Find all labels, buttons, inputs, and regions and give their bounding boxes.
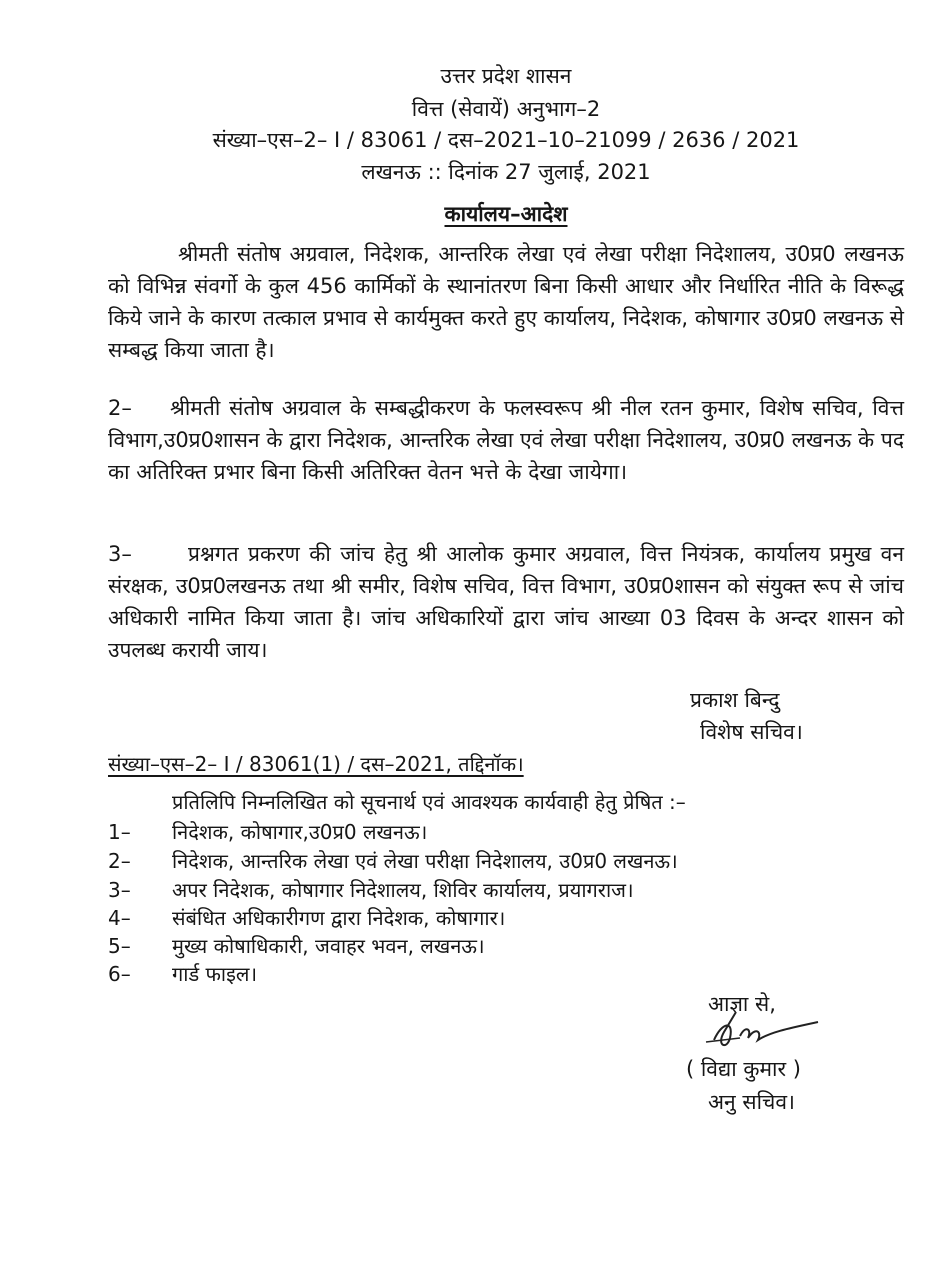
header-place-date: लखनऊ :: दिनांक 27 जुलाई, 2021 (361, 160, 651, 184)
list-item-number: 2– (108, 849, 131, 873)
list-item (108, 876, 634, 903)
list-item-number: 5– (108, 934, 131, 958)
list-item-text: गार्ड फाइल। (172, 962, 258, 986)
handwritten-signature (700, 1002, 830, 1062)
paragraph-3-text: प्रश्नगत प्रकरण की जांच हेतु श्री आलोक कुमार अग्रवाल, वित्त नियंत्रक, कार्यालय प्रमुख वन संरक्षक, उ0प्र0लखनऊ तथा श्री समीर, विशेष सचिव, वित्त विभाग, उ0प्र0शासन को संयुक्त रूप से जांच अधिकारी नामित किया जाता है। जांच अधिकारियों द्वारा जांच आख्या 03 दिवस के अन्दर शासन को उपलब्ध करायी जाय। (108, 542, 904, 662)
list-item-text: निदेशक, आन्तरिक लेखा एवं लेखा परीक्षा निदेशालय, उ0प्र0 लखनऊ। (172, 849, 678, 873)
list-item (108, 904, 505, 931)
header-section: वित्त (सेवायें) अनुभाग–2 (411, 97, 601, 121)
signatory-designation: विशेष सचिव। (700, 720, 803, 744)
copy-ref-number: संख्या–एस–2– I / 83061(1) / दस–2021, तद्दिनॉक। (108, 752, 524, 776)
list-item (108, 932, 485, 959)
list-item-text: मुख्य कोषाधिकारी, जवाहर भवन, लखनऊ। (172, 934, 485, 958)
paragraph-1 (108, 238, 904, 366)
paragraph-2-number: 2– (108, 396, 132, 420)
paragraph-3 (108, 538, 904, 666)
list-item-number: 6– (108, 962, 131, 986)
list-item-text: अपर निदेशक, कोषागार निदेशालय, शिविर कार्यालय, प्रयागराज। (172, 878, 634, 902)
list-item (108, 960, 257, 987)
closing-designation: अनु सचिव। (708, 1090, 795, 1114)
signatory-name: प्रकाश बिन्दु (690, 688, 780, 712)
order-title: कार्यालय–आदेश (444, 202, 568, 226)
closing-name: ( विद्या कुमार ) (686, 1057, 801, 1081)
list-item (108, 818, 427, 845)
list-item (108, 847, 678, 874)
paragraph-3-number: 3– (108, 542, 132, 566)
by-order-text: आज्ञा से, (708, 992, 776, 1016)
paragraph-2 (108, 392, 904, 488)
header-government: उत्तर प्रदेश शासन (440, 64, 572, 88)
paragraph-1-text: श्रीमती संतोष अग्रवाल, निदेशक, आन्तरिक लेखा एवं लेखा परीक्षा निदेशालय, उ0प्र0 लखनऊ को विभिन्न संवर्गो के कुल 456 कार्मिकों के स्थानांतरण बिना किसी आधार और निर्धारित नीति के विरूद्ध किये जाने के कारण तत्काल प्रभाव से कार्यमुक्त करते हुए कार्यालय, निदेशक, कोषागार उ0प्र0 लखनऊ से सम्बद्ध किया जाता है। (108, 242, 904, 362)
list-item-number: 3– (108, 878, 131, 902)
paragraph-2-text: श्रीमती संतोष अग्रवाल के सम्बद्धीकरण के फलस्वरूप श्री नील रतन कुमार, विशेष सचिव, वित्त विभाग,उ0प्र0शासन के द्वारा निदेशक, आन्तरिक लेखा एवं लेखा परीक्षा निदेशालय, उ0प्र0 लखनऊ के पद का अतिरिक्त प्रभार बिना किसी अतिरिक्त वेतन भत्ते के देखा जायेगा। (108, 396, 904, 484)
list-item-number: 4– (108, 906, 131, 930)
list-item-text: संबंधित अधिकारीगण द्वारा निदेशक, कोषागार। (172, 906, 506, 930)
header-ref-number: संख्या–एस–2– I / 83061 / दस–2021–10–21099 / 2636 / 2021 (212, 128, 800, 152)
copy-intro: प्रतिलिपि निम्नलिखित को सूचनार्थ एवं आवश्यक कार्यवाही हेतु प्रेषित :– (172, 790, 686, 814)
list-item-number: 1– (108, 820, 131, 844)
list-item-text: निदेशक, कोषागार,उ0प्र0 लखनऊ। (172, 820, 428, 844)
